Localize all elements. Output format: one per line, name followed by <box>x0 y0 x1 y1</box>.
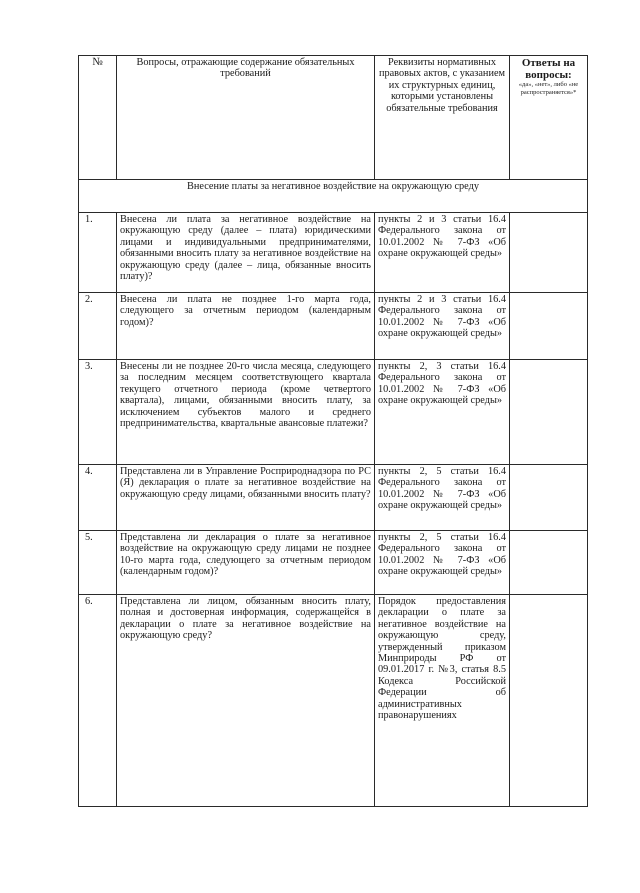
header-requisites: Реквизиты нормативных правовых актов, с указанием их структурных единиц, которыми установлены обязательные требования <box>375 56 510 180</box>
checklist-table <box>78 55 588 807</box>
table-row <box>79 360 588 465</box>
row-question: Внесены ли не позднее 20-го числа месяца, следующего за последним месяцем соответствующего квартала текущего отчетного периода (кроме четвертого квартала), лицами, обязанными вносить плату, за исключением субъектов малого и среднего предпринимательства, квартальные авансовые платежи? <box>117 360 375 465</box>
row-answer[interactable] <box>510 595 588 807</box>
header-number: № <box>79 56 117 180</box>
row-question: Представлена ли лицом, обязанным вносить плату, полная и достоверная информация, содержащейся в декларации о плате за негативное воздействие на окружающую среду? <box>117 595 375 807</box>
row-number: 2. <box>79 293 117 360</box>
row-reference: пункты 2, 3 статьи 16.4 Федерального закона от 10.01.2002 № 7-ФЗ «Об охране окружающей среды» <box>375 360 510 465</box>
table-row <box>79 293 588 360</box>
table-row <box>79 531 588 595</box>
row-question: Представлена ли в Управление Росприроднадзора по РС (Я) декларация о плате за негативное воздействие на окружающую среду лицами, обязанными вносить плату? <box>117 465 375 531</box>
row-answer[interactable] <box>510 213 588 293</box>
row-question: Внесена ли плата не позднее 1-го марта года, следующего за отчетным периодом (календарным годом)? <box>117 293 375 360</box>
row-answer[interactable] <box>510 360 588 465</box>
row-reference: пункты 2, 5 статьи 16.4 Федерального закона от 10.01.2002 № 7-ФЗ «Об охране окружающей среды» <box>375 465 510 531</box>
section-row <box>79 180 588 213</box>
row-reference: пункты 2 и 3 статьи 16.4 Федерального закона от 10.01.2002 № 7-ФЗ «Об охране окружающей среды» <box>375 213 510 293</box>
table-header-row <box>79 56 588 180</box>
header-answers <box>510 56 588 180</box>
row-reference: пункты 2, 5 статьи 16.4 Федерального закона от 10.01.2002 № 7-ФЗ «Об охране окружающей среды» <box>375 531 510 595</box>
header-answers-title: Ответы на вопросы: <box>521 57 576 81</box>
row-question: Внесена ли плата за негативное воздействие на окружающую среду (далее – плата) юридическими лицами и индивидуальными предпринимателями, обязанными вносить плату за негативное воздействие на окружающую среду (далее – лица, обязанные вносить плату)? <box>117 213 375 293</box>
table-row <box>79 595 588 807</box>
row-answer[interactable] <box>510 531 588 595</box>
row-answer[interactable] <box>510 465 588 531</box>
row-answer[interactable] <box>510 293 588 360</box>
row-number: 5. <box>79 531 117 595</box>
row-number: 4. <box>79 465 117 531</box>
row-question: Представлена ли декларация о плате за негативное воздействие на окружающую среду лицами не позднее 10-го марта года, следующего за отчетным периодом (календарным годом)? <box>117 531 375 595</box>
row-reference: Порядок предоставления декларации о плате за негативное воздействие на окружающую среду, утвержденный приказом Минприроды РФ от 09.01.2017 г. №3, статья 8.5 Кодекса Российской Федерации об административных правонарушениях <box>375 595 510 807</box>
row-number: 1. <box>79 213 117 293</box>
row-reference: пункты 2 и 3 статьи 16.4 Федерального закона от 10.01.2002 № 7-ФЗ «Об охране окружающей среды» <box>375 293 510 360</box>
header-questions: Вопросы, отражающие содержание обязательных требований <box>117 56 375 180</box>
table-row <box>79 213 588 293</box>
row-number: 3. <box>79 360 117 465</box>
section-title: Внесение платы за негативное воздействие на окружающую среду <box>79 180 588 213</box>
row-number: 6. <box>79 595 117 807</box>
header-answers-note: «да», «нет», либо «не распространяется»* <box>518 81 579 96</box>
table-row <box>79 465 588 531</box>
